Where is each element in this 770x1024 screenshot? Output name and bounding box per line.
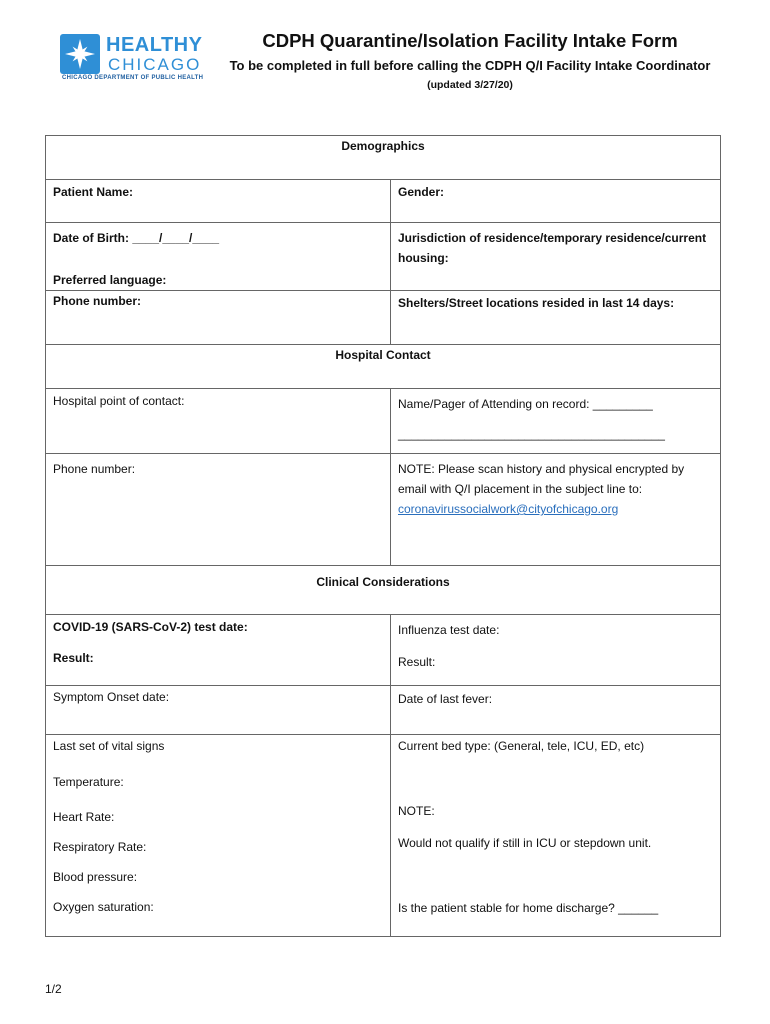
healthy-chicago-logo	[60, 32, 202, 86]
covid-result-field[interactable]: Result:	[53, 651, 94, 665]
section-demographics: Demographics	[46, 136, 721, 180]
hospital-phone-field[interactable]: Phone number:	[53, 462, 136, 476]
scan-note: NOTE: Please scan history and physical encrypted by email with Q/I placement in the subject line to:	[398, 462, 685, 496]
logo-text-department: CHICAGO DEPARTMENT OF PUBLIC HEALTH	[62, 75, 204, 81]
stable-discharge-field[interactable]: Is the patient stable for home discharge? ______	[398, 901, 659, 915]
demographics-hospital-table	[45, 135, 721, 566]
chicago-star-icon	[60, 34, 100, 74]
jurisdiction-field[interactable]: Jurisdiction of residence/temporary residence/current housing:	[398, 231, 707, 265]
preferred-language-field[interactable]: Preferred language:	[53, 273, 167, 287]
heart-rate-field[interactable]: Heart Rate:	[53, 810, 115, 824]
form-updated-date: (updated 3/27/20)	[427, 79, 513, 91]
flu-result-field[interactable]: Result:	[398, 655, 436, 669]
form-title: CDPH Quarantine/Isolation Facility Intake Form	[262, 30, 678, 51]
attending-line[interactable]: ________________________________________	[398, 427, 665, 441]
respiratory-rate-field[interactable]: Respiratory Rate:	[53, 840, 147, 854]
patient-name-field[interactable]: Patient Name:	[53, 185, 134, 199]
email-link[interactable]: coronavirussocialwork@cityofchicago.org	[398, 502, 619, 516]
clinical-table	[45, 565, 721, 937]
note-label: NOTE:	[398, 804, 435, 818]
phone-number-field[interactable]: Phone number:	[53, 294, 142, 308]
temperature-field[interactable]: Temperature:	[53, 775, 124, 789]
blood-pressure-field[interactable]: Blood pressure:	[53, 870, 138, 884]
form-subtitle: To be completed in full before calling the CDPH Q/I Facility Intake Coordinator	[229, 58, 711, 73]
bed-type-field[interactable]: Current bed type: (General, tele, ICU, ED, etc)	[398, 739, 645, 753]
gender-field[interactable]: Gender:	[398, 185, 445, 199]
vital-signs-label: Last set of vital signs	[53, 739, 165, 753]
dob-field[interactable]: Date of Birth: ____/____/____	[53, 231, 220, 245]
page-number: 1/2	[45, 982, 62, 996]
flu-test-date-field[interactable]: Influenza test date:	[398, 623, 500, 637]
oxygen-saturation-field[interactable]: Oxygen saturation:	[53, 900, 154, 914]
last-fever-field[interactable]: Date of last fever:	[398, 692, 493, 706]
section-hospital-contact: Hospital Contact	[46, 345, 721, 389]
symptom-onset-field[interactable]: Symptom Onset date:	[53, 690, 170, 704]
covid-test-date-field[interactable]: COVID-19 (SARS-CoV-2) test date:	[53, 620, 248, 634]
hospital-poc-field[interactable]: Hospital point of contact:	[53, 394, 185, 408]
attending-field[interactable]: Name/Pager of Attending on record: _________	[398, 397, 653, 411]
logo-text-chicago: CHICAGO	[108, 55, 202, 74]
icu-note: Would not qualify if still in ICU or stepdown unit.	[398, 836, 652, 850]
logo-text-healthy: HEALTHY	[106, 34, 203, 56]
section-clinical: Clinical Considerations	[46, 566, 721, 615]
form-header	[200, 30, 740, 91]
shelters-field[interactable]: Shelters/Street locations resided in last 14 days:	[398, 296, 675, 310]
